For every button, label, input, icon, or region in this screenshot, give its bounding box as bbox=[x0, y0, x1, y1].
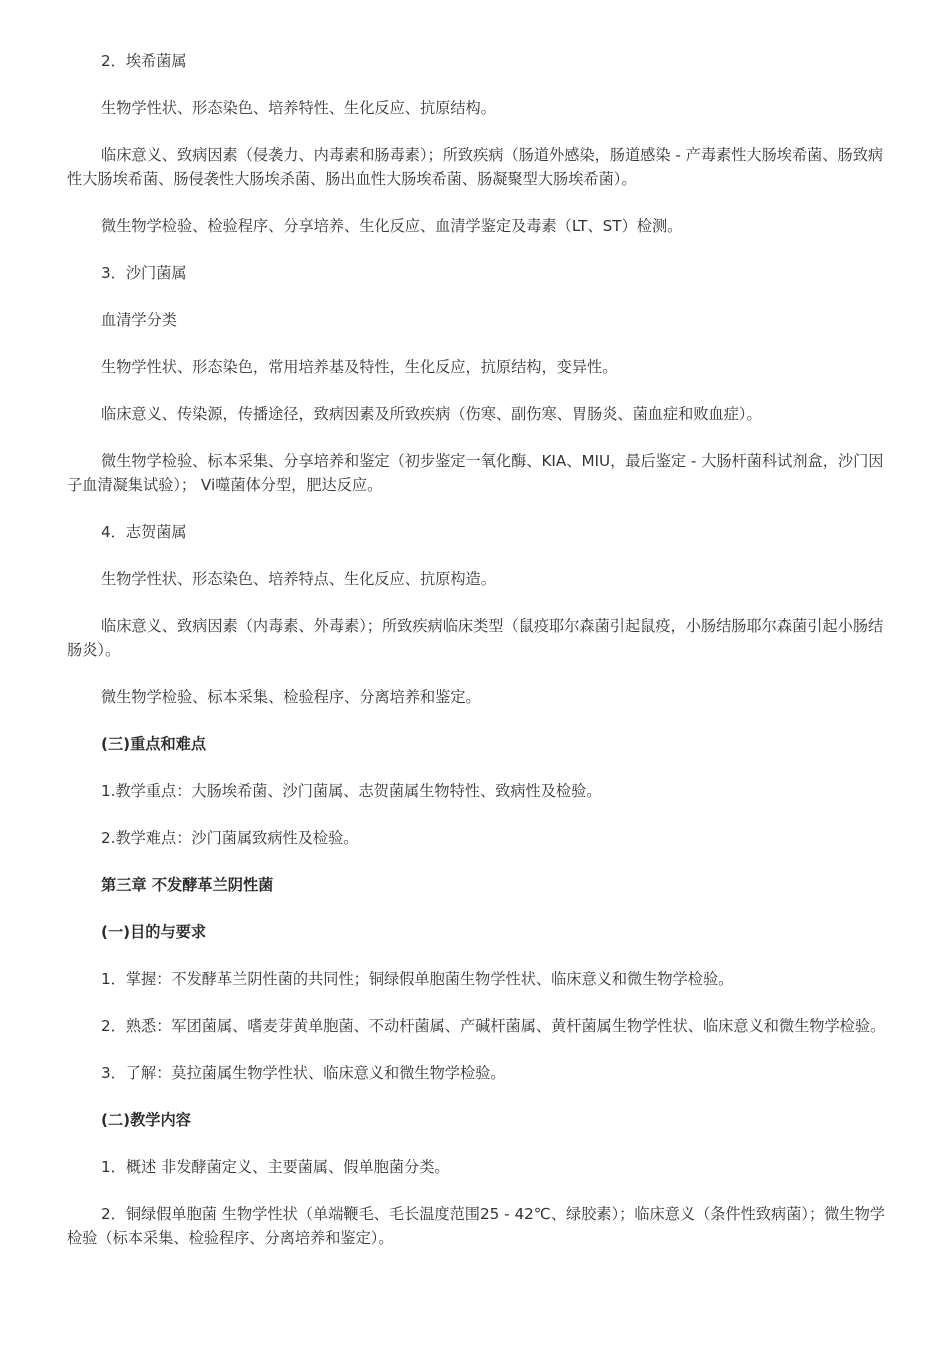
document-body bbox=[67, 49, 887, 1273]
paragraph-objective-master: 1．掌握：不发酵革兰阴性菌的共同性；铜绿假单胞菌生物学性状、临床意义和微生物学检验。 bbox=[101, 970, 734, 988]
paragraph-pseudomonas: 2．铜绿假单胞菌 生物学性状（单端鞭毛、毛长温度范围25 - 42℃、绿胶素）；临床意义（条件性致病菌）；微生物学检验（标本采集、检验程序、分离培养和鉴定）。 bbox=[67, 1205, 885, 1247]
section-heading-content: (二)教学内容 bbox=[101, 1111, 191, 1129]
paragraph-teaching-focus: 1.教学重点：大肠埃希菌、沙门菌属、志贺菌属生物特性、致病性及检验。 bbox=[101, 782, 602, 800]
paragraph-escherichia-biology: 生物学性状、形态染色、培养特性、生化反应、抗原结构。 bbox=[101, 99, 496, 117]
paragraph-escherichia-testing: 微生物学检验、检验程序、分享培养、生化反应、血清学鉴定及毒素（LT、ST）检测。 bbox=[101, 217, 683, 235]
chapter-title: 第三章 不发酵革兰阴性菌 bbox=[101, 876, 274, 894]
section-heading-objectives: (一)目的与要求 bbox=[101, 923, 207, 941]
paragraph-objective-understand: 3．了解：莫拉菌属生物学性状、临床意义和微生物学检验。 bbox=[101, 1064, 506, 1082]
paragraph-shigella-clinical: 临床意义、致病因素（内毒素、外毒素）；所致疾病临床类型（鼠疫耶尔森菌引起鼠疫，小肠结肠耶尔森菌引起小肠结肠炎）。 bbox=[67, 617, 884, 659]
paragraph-escherichia-clinical: 临床意义、致病因素（侵袭力、内毒素和肠毒素）；所致疾病（肠道外感染，肠道感染 - 产毒素性大肠埃希菌、肠致病性大肠埃希菌、肠侵袭性大肠埃杀菌、肠出血性大肠埃希菌、肠凝聚型大肠埃希菌）。 bbox=[67, 146, 884, 188]
heading-salmonella: 3．沙门菌属 bbox=[101, 264, 187, 282]
paragraph-shigella-biology: 生物学性状、形态染色、培养特点、生化反应、抗原构造。 bbox=[101, 570, 496, 588]
heading-escherichia: 2．埃希菌属 bbox=[101, 52, 187, 70]
paragraph-salmonella-serology: 血清学分类 bbox=[101, 311, 177, 329]
paragraph-shigella-testing: 微生物学检验、标本采集、检验程序、分离培养和鉴定。 bbox=[101, 688, 481, 706]
section-heading-key-points: (三)重点和难点 bbox=[101, 735, 207, 753]
paragraph-salmonella-clinical: 临床意义、传染源，传播途径，致病因素及所致疾病（伤寒、副伤寒、胃肠炎、菌血症和败血症）。 bbox=[101, 405, 762, 423]
paragraph-overview: 1．概述 非发酵菌定义、主要菌属、假单胞菌分类。 bbox=[101, 1158, 450, 1176]
heading-shigella: 4．志贺菌属 bbox=[101, 523, 187, 541]
paragraph-teaching-difficulty: 2.教学难点：沙门菌属致病性及检验。 bbox=[101, 829, 359, 847]
paragraph-objective-familiar: 2．熟悉：军团菌属、嗜麦芽黄单胞菌、不动杆菌属、产碱杆菌属、黄杆菌属生物学性状、临床意义和微生物学检验。 bbox=[101, 1017, 886, 1035]
paragraph-salmonella-testing: 微生物学检验、标本采集、分享培养和鉴定（初步鉴定一氧化酶、KIA、MIU，最后鉴定 - 大肠杆菌科试剂盒，沙门因子血清凝集试验）； Vi噬菌体分型，肥达反应。 bbox=[67, 452, 884, 494]
paragraph-salmonella-biology: 生物学性状、形态染色，常用培养基及特性，生化反应，抗原结构，变异性。 bbox=[101, 358, 618, 376]
